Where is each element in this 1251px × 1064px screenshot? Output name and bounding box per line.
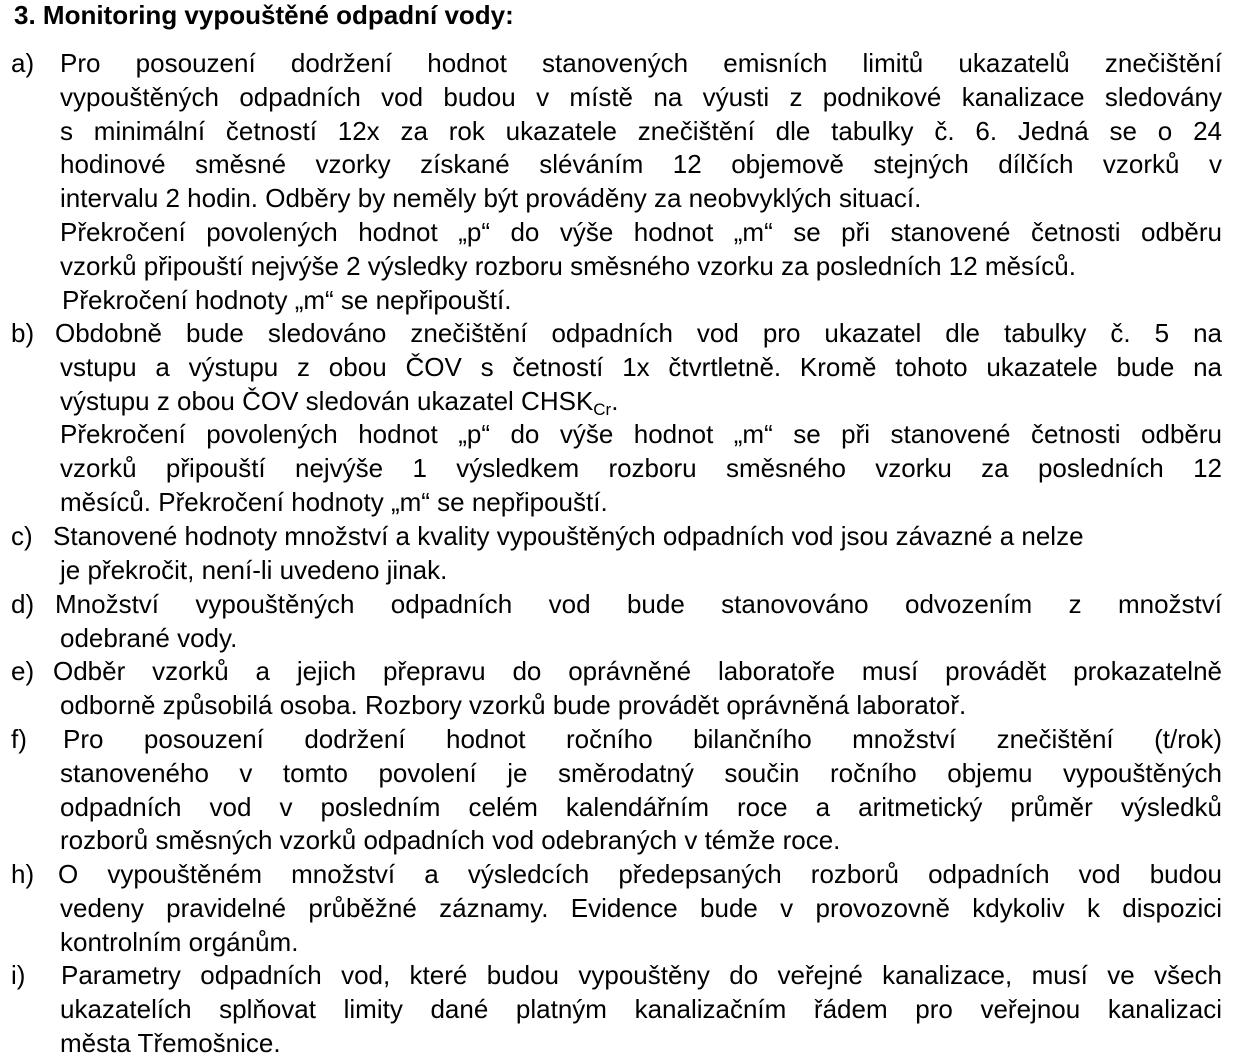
item-text [0,588,1251,656]
text-line: vzorků připouští nejvýše 2 výsledky rozboru směsného vzorku za posledních 12 měsíců. [60,250,1076,281]
text-line: Obdobně bude sledováno znečištění odpadních vod pro ukazatel dle tabulky č. 5 na [55,318,1222,348]
list-marker: a) [11,48,35,78]
item-text [0,47,1251,317]
list-marker: h) [11,859,35,889]
text-line-chsk [60,385,1222,419]
list-marker: b) [11,318,35,348]
text-line: Překročení povolených hodnot „p“ do výše hodnot „m“ se při stanovené četnosti odběru [60,419,1222,450]
text-line: Množství vypouštěných odpadních vod bude stanovováno odvozením z množství [55,589,1222,619]
text-line: ukazatelích splňovat limity dané platným kanalizačním řádem pro veřejnou kanalizaci [60,993,1222,1024]
list-marker: c) [11,521,33,551]
text-line: rozborů směsných vzorků odpadních vod odebraných v témže roce. [60,825,841,856]
item-text [0,655,1251,723]
item-text [0,723,1251,858]
list-marker: d) [11,589,35,619]
text-line: O vypouštěném množství a výsledcích předepsaných rozborů odpadních vod budou [58,859,1222,889]
text-line: je překročit, není-li uvedeno jinak. [60,554,448,585]
text-line: vstupu a výstupu z obou ČOV s četností 1x čtvrtletně. Kromě tohoto ukazatele bude na [60,351,1222,382]
text-line: odebrané vody. [60,622,238,653]
text-line: Pro posouzení dodržení hodnot stanovených emisních limitů ukazatelů znečištění [60,48,1222,78]
text-line: kontrolním orgánům. [60,926,299,957]
item-text [0,858,1251,959]
text-line: stanoveného v tomto povolení je směrodatný součin ročního objemu vypouštěných [60,757,1222,788]
text-line: Parametry odpadních vod, které budou vypouštěny do veřejné kanalizace, musí ve všech [61,960,1222,990]
text-line: intervalu 2 hodin. Odběry by neměly být prováděny za neobvyklých situací. [60,183,922,214]
text-line: Odběr vzorků a jejich přepravu do oprávněné laboratoře musí provádět prokazatelně [53,656,1222,686]
list-marker: e) [11,656,35,686]
item-text [0,317,1251,520]
text-line: odborně způsobilá osoba. Rozbory vzorků bude provádět oprávněná laboratoř. [60,689,967,720]
text-line: měsíců. Překročení hodnoty „m“ se nepřipouští. [60,486,608,517]
text-line: odpadních vod v posledním celém kalendářním roce a aritmetický průměr výsledků [60,791,1222,822]
chsk-subscript: Cr [593,399,612,419]
text-line: města Třemošnice. [60,1027,281,1058]
text-line: hodinové směsné vzorky získané sléváním 12 objemově stejných dílčích vzorků v [60,149,1222,180]
text-line: vedeny pravidelné průběžné záznamy. Evidence bude v provozovně kdykoliv k dispozici [60,892,1222,923]
text-line: vypouštěných odpadních vod budou v místě na výusti z podnikové kanalizace sledovány [60,81,1222,112]
item-text [0,959,1251,1060]
text-line: Stanovené hodnoty množství a kvality vypouštěných odpadních vod jsou závazné a nelze [53,521,1084,551]
chsk-text: výstupu z obou ČOV sledován ukazatel CHSK [60,385,594,416]
list-marker: f) [11,724,27,754]
text-line: s minimální četností 12x za rok ukazatele znečištění dle tabulky č. 6. Jedná se o 24 [60,115,1222,146]
section-heading: 3. Monitoring vypouštěné odpadní vody: [14,0,514,30]
list-marker: i) [11,960,26,990]
text-line: Pro posouzení dodržení hodnot ročního bilančního množství znečištění (t/rok) [63,724,1222,754]
chsk-period: . [611,385,619,416]
text-line: vzorků připouští nejvýše 1 výsledkem rozboru směsného vzorku za posledních 12 [60,453,1222,484]
text-line: Překročení povolených hodnot „p“ do výše hodnot „m“ se při stanovené četnosti odběru [60,216,1222,247]
text-line: Překročení hodnoty „m“ se nepřipouští. [62,284,512,315]
item-text [0,520,1251,588]
